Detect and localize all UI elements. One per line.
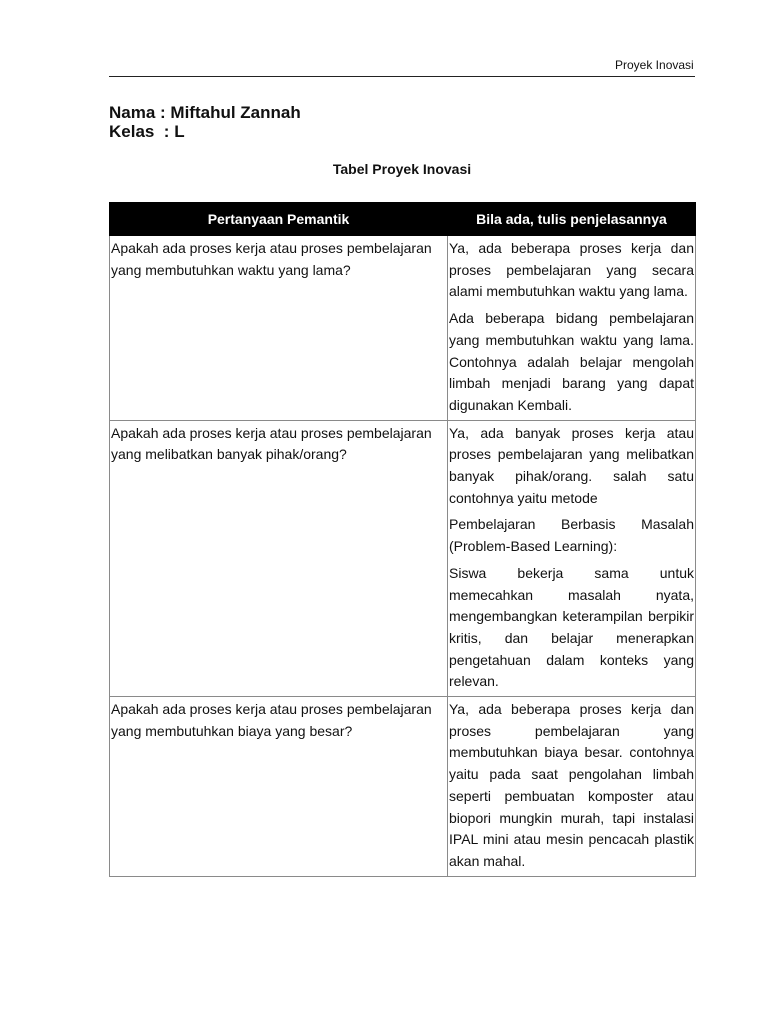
answer-cell — [448, 697, 696, 877]
answer-cell — [448, 420, 696, 696]
column-header-question: Pertanyaan Pemantik — [110, 203, 448, 236]
page-header — [109, 56, 695, 77]
table-row — [110, 236, 696, 421]
student-name: Nama : Miftahul Zannah — [109, 103, 301, 122]
student-identity — [109, 103, 301, 141]
table-title: Tabel Proyek Inovasi — [332, 161, 472, 177]
question-text: Apakah ada proses kerja atau proses pembelajaran yang membutuhkan biaya yang besar? — [111, 701, 432, 739]
question-text: Apakah ada proses kerja atau proses pembelajaran yang melibatkan banyak pihak/orang? — [111, 424, 432, 463]
student-class: Kelas : L — [109, 122, 185, 141]
answer-cell — [448, 236, 696, 421]
table-row — [110, 420, 696, 696]
answer-paragraph: Ada beberapa bidang pembelajaran yang membutuhkan waktu yang lama. Contohnya adalah belajar mengolah limbah menjadi barang yang dapat digunakan Kembali. — [449, 310, 694, 413]
question-cell — [110, 697, 448, 877]
question-cell — [110, 236, 448, 421]
answer-paragraph: Ya, ada banyak proses kerja atau proses pembelajaran yang melibatkan banyak pihak/orang. salah satu contohnya yaitu metode — [449, 424, 694, 506]
question-cell — [110, 420, 448, 696]
innovation-table — [109, 202, 696, 877]
answer-paragraph: Ya, ada beberapa proses kerja dan proses pembelajaran yang secara alami membutuhkan waktu yang lama. — [449, 240, 694, 300]
answer-paragraph: Ya, ada beberapa proses kerja dan proses pembelajaran yang membutuhkan biaya besar. contohnya yaitu pada saat pengolahan limbah seperti pembuatan komposter atau biopori mungkin murah, tapi instalasi IPAL mini atau mesin pencacah plastik akan mahal. — [449, 701, 694, 869]
answer-paragraph: Pembelajaran Berbasis Masalah (Problem-Based Learning): — [449, 516, 694, 555]
table-row — [110, 697, 696, 877]
table-header-row — [110, 203, 696, 236]
column-header-answer: Bila ada, tulis penjelasannya — [448, 203, 696, 236]
question-text: Apakah ada proses kerja atau proses pembelajaran yang membutuhkan waktu yang lama? — [111, 240, 432, 278]
header-title: Proyek Inovasi — [615, 58, 694, 72]
answer-paragraph: Siswa bekerja sama untuk memecahkan masalah nyata, mengembangkan keterampilan berpikir kritis, dan belajar menerapkan pengetahuan dalam konteks yang relevan. — [449, 564, 694, 690]
